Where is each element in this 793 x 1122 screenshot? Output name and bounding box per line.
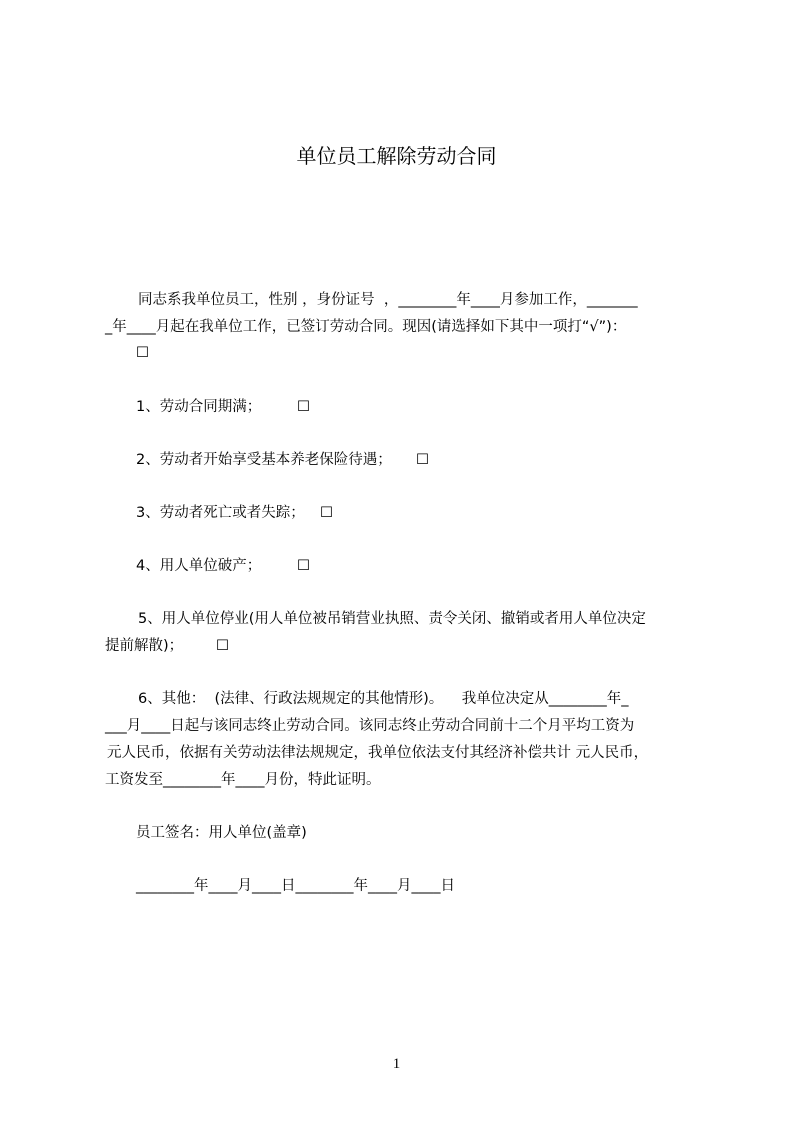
- page-number: 1: [392, 1056, 401, 1072]
- option-2-checkbox[interactable]: ☐: [416, 452, 429, 468]
- option-6-line-4: 工资发至________年____月份，特此证明。: [105, 772, 381, 788]
- option-3-checkbox[interactable]: ☐: [320, 505, 333, 521]
- option-6-line-1: 6、其他： (法律、行政法规规定的其他情形)。 我单位决定从________年_: [138, 691, 629, 707]
- option-1-checkbox[interactable]: ☐: [297, 399, 310, 415]
- option-1-label: 1、劳动合同期满；: [136, 399, 262, 415]
- option-4-checkbox[interactable]: ☐: [297, 558, 310, 574]
- option-6-line-2: ___月____日起与该同志终止劳动合同。该同志终止劳动合同前十二个月平均工资为: [105, 718, 635, 734]
- document-title: 单位员工解除劳动合同: [296, 144, 497, 168]
- option-5-line-1: 5、用人单位停业(用人单位被吊销营业执照、责令关闭、撤销或者用人单位决定: [138, 611, 646, 627]
- date-line: ________年____月____日________年____月____日: [136, 878, 455, 894]
- option-6-line-3: 元人民币，依据有关劳动法律法规规定，我单位依法支付其经济补偿共计 元人民币，: [107, 745, 649, 761]
- intro-checkbox[interactable]: ☐: [136, 345, 149, 361]
- option-3-label: 3、劳动者死亡或者失踪；: [136, 505, 305, 521]
- option-2-label: 2、劳动者开始享受基本养老保险待遇；: [136, 452, 392, 468]
- option-4-label: 4、用人单位破产；: [136, 558, 262, 574]
- signature-line: 员工签名：用人单位(盖章): [136, 825, 307, 841]
- option-5-line-2: 提前解散)；: [105, 638, 184, 654]
- option-5-checkbox[interactable]: ☐: [216, 638, 229, 654]
- intro-line-2: _年____月起在我单位工作，已签订劳动合同。现因(请选择如下其中一项打“√”)：: [105, 319, 627, 335]
- intro-line-1: 同志系我单位员工，性别 ，身份证号 ，________年____月参加工作，_______: [138, 292, 638, 308]
